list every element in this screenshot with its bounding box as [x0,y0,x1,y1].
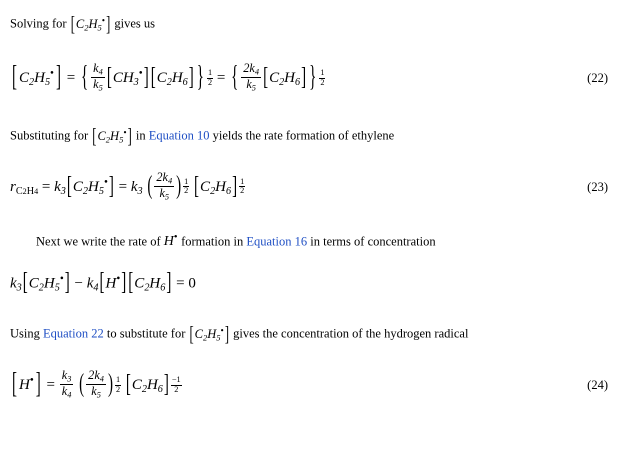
para2-text-after: yields the rate formation of ethylene [212,128,395,143]
equation-22-number: (22) [587,71,608,86]
atom-c: C [75,16,85,31]
para3-w10: in [310,233,320,248]
para3-w1: Next [36,233,61,248]
para3-w11: terms [323,233,351,248]
para3-w5: rate [128,233,148,248]
para3-w4: the [109,233,126,248]
para3-w6: of [150,233,161,248]
paragraph-using-equation-22 [10,321,624,346]
paragraph-substituting [10,123,624,148]
para1-text-after: gives us [114,16,155,31]
sub-5: 5 [97,22,102,33]
equation-unnumbered-rhs: 0 [188,275,196,292]
link-equation-16[interactable]: Equation [246,233,292,248]
para1-text-before: Solving for [10,16,67,31]
para3-w9: in [233,233,244,248]
equation-unnumbered-line [10,266,624,300]
paragraph-next-we-write [10,230,624,252]
para2-text-before: Substituting for [10,128,89,143]
equation-unnumbered-body: $k_3[C_2H_5^•] - k_4[H^•] [C_2H_6] = 0$ [10,269,196,297]
atom-h-radical: H [163,233,174,249]
radical-dot-icon: • [101,16,106,26]
link-equation-22[interactable]: Equation 22 [43,326,104,341]
equation-23-line [10,164,624,212]
para3-w13: concentration [367,233,436,248]
inline-formula-c2h5-radical-2: $[C_2H_5^•]$ [92,123,132,148]
para4-text-middle: to substitute for [106,326,186,341]
sub-2: 2 [84,22,89,33]
para3-w2: we [63,233,79,248]
link-equation-10[interactable]: Equation 10 [148,128,210,143]
para4-text-after: gives the concentration of the hydrogen radical [233,326,469,341]
para2-text-middle: in [135,128,146,143]
inline-formula-h-radical: H• [163,231,178,249]
equation-22-body: [ $C_2H_5^•$ ] = { $\frac{k_4}{k_5}$ $[CH_3^•]$ $[C_2H_6]$ } $\frac{1}{2}$ = { $\frac{2k_4}{k_5}$ $[C_2H_6]$ } $\frac{1}{2}$ [12,61,325,94]
para4-text-before: Using [10,326,40,341]
equation-22-line [10,50,624,108]
equation-23-body: $rC2H4 = k_3[C_2H_5^•] = k_3$ ( $\frac{2k_4}{k_5}$ ) $\frac{1}{2}$ $[C_2H_6]$ $\frac{1}{2}$ [10,169,245,202]
inline-formula-c2h5-radical: $[C_2H_5^•]$ [70,11,111,36]
para3-w8: formation [181,233,231,248]
equation-24-line [10,364,624,408]
atom-h: H [88,16,98,31]
inline-formula-c2h5-radical-3: $[C_2H_5^•]$ [189,321,229,346]
equation-23-number: (23) [587,180,608,195]
equation-24-body: [ H• ] = $\frac{k_3}{k_4}$ ( $\frac{2k_4}{k_5}$ ) $\frac{1}{2}$ $[C_2H_6]$ $\frac{-1}{2}$ [12,367,181,401]
para3-w12: of [354,233,365,248]
paragraph-solving-for [10,11,624,36]
equation-24-number: (24) [587,378,608,393]
para3-w3: write [81,233,107,248]
link-equation-16-number[interactable]: 16 [294,233,308,248]
